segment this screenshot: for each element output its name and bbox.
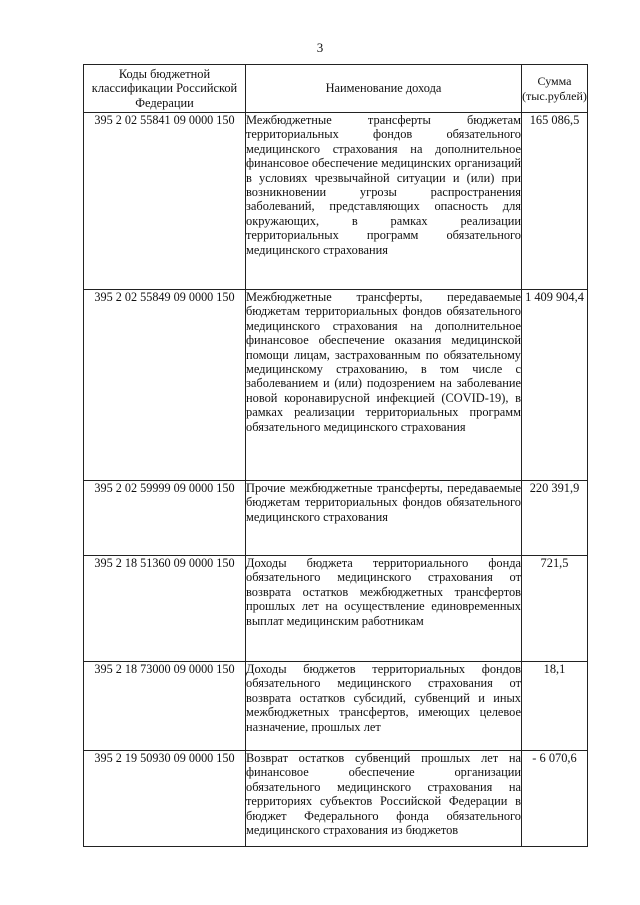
page-number: 3 xyxy=(316,40,324,55)
table-body xyxy=(84,113,588,847)
table-row xyxy=(84,481,588,556)
revenue-name: Межбюджетные трансферты, передаваемые бюджетам территориальных фондов обязательного медицинского страхования на дополнительное финансовое обеспечение оказания медицинской помощи лицам, застрахованным по обязательному медицинскому страхованию, в том числе с заболеванием и (или) подозрением на заболевание новой коронавирусной инфекцией (COVID-19), в рамках реализации территориальных программ обязательного медицинского страхования xyxy=(246,290,522,481)
amount-value: 1 409 904,4 xyxy=(522,290,588,481)
revenue-name: Возврат остатков субвенций прошлых лет на финансовое обеспечение организации обязательного медицинского страхования на территориях субъектов Российской Федерации в бюджет Федерального фонда обязательного медицинского страхования из бюджетов xyxy=(246,751,522,847)
table-row xyxy=(84,751,588,847)
header-amount: Сумма (тыс.рублей) xyxy=(522,65,588,113)
table-row xyxy=(84,556,588,662)
budget-code: 395 2 18 73000 09 0000 150 xyxy=(84,662,246,751)
table-row xyxy=(84,662,588,751)
amount-value: 220 391,9 xyxy=(522,481,588,556)
table-row xyxy=(84,113,588,290)
amount-value: 165 086,5 xyxy=(522,113,588,290)
amount-value: 18,1 xyxy=(522,662,588,751)
budget-code: 395 2 02 55849 09 0000 150 xyxy=(84,290,246,481)
budget-code: 395 2 18 51360 09 0000 150 xyxy=(84,556,246,662)
table-row xyxy=(84,290,588,481)
revenue-name: Межбюджетные трансферты бюджетам территориальных фондов обязательного медицинского страхования на дополнительное финансовое обеспечение медицинских организаций в условиях чрезвычайной ситуации и (или) при возникновении угрозы распространения заболеваний, представляющих опасность для окружающих, в рамках реализации территориальных программ обязательного медицинского страхования xyxy=(246,113,522,290)
revenue-name: Доходы бюджета территориального фонда обязательного медицинского страхования от возврата остатков межбюджетных трансфертов прошлых лет на осуществление единовременных выплат медицинским работникам xyxy=(246,556,522,662)
budget-code: 395 2 02 59999 09 0000 150 xyxy=(84,481,246,556)
revenue-name: Прочие межбюджетные трансферты, передаваемые бюджетам территориальных фондов обязательного медицинского страхования xyxy=(246,481,522,556)
header-name: Наименование дохода xyxy=(246,65,522,113)
revenue-table xyxy=(83,64,588,847)
budget-code: 395 2 19 50930 09 0000 150 xyxy=(84,751,246,847)
header-code: Коды бюджетной классификации Российской Федерации xyxy=(84,65,246,113)
budget-code: 395 2 02 55841 09 0000 150 xyxy=(84,113,246,290)
amount-value: 721,5 xyxy=(522,556,588,662)
table-header xyxy=(84,65,588,113)
amount-value: - 6 070,6 xyxy=(522,751,588,847)
revenue-name: Доходы бюджетов территориальных фондов обязательного медицинского страхования от возврата остатков субсидий, субвенций и иных межбюджетных трансфертов, имеющих целевое назначение, прошлых лет xyxy=(246,662,522,751)
